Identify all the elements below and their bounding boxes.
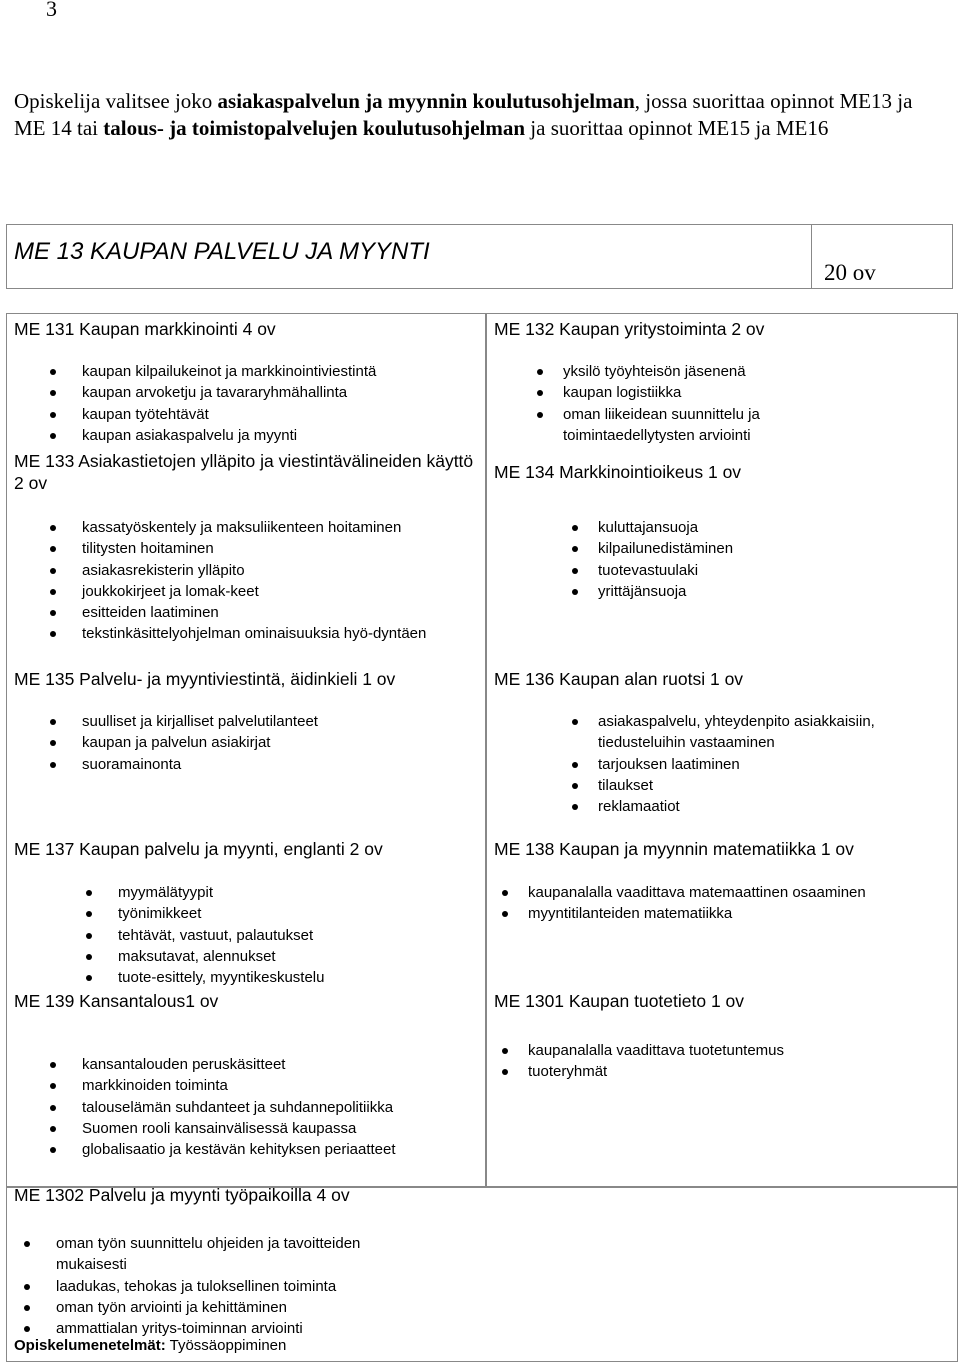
list-item-text: markkinoiden toiminta xyxy=(82,1077,228,1095)
list-item-text: suoramainonta xyxy=(82,755,182,773)
list-item xyxy=(50,361,470,382)
bullet-icon xyxy=(572,525,578,531)
me134-heading: ME 134 Markkinointioikeus 1 ov xyxy=(494,462,742,482)
bullet-icon xyxy=(50,546,56,552)
list-item-text: esitteiden laatiminen xyxy=(82,604,219,622)
list-item xyxy=(563,361,823,382)
list-item-text: tuotevastuulaki xyxy=(598,561,699,579)
list-item-text: tekstinkäsittelyohjelman ominaisuuksia hyö-dyntäen xyxy=(82,625,427,643)
me131-heading: ME 131 Kaupan markkinointi 4 ov xyxy=(14,319,276,339)
list-item-text: talouselämän suhdanteet ja suhdannepolitiikka xyxy=(82,1098,394,1116)
bullet-icon xyxy=(50,610,56,616)
list-item-text: kilpailunedistäminen xyxy=(598,540,734,558)
me132-list xyxy=(563,361,823,446)
bullet-icon xyxy=(86,954,92,960)
list-item-text: kuluttajansuoja xyxy=(598,519,699,536)
me1302-list xyxy=(24,1233,424,1339)
list-item xyxy=(86,882,466,903)
list-item-text: asiakaspalvelu, yhteydenpito asiakkaisiin, tiedusteluihin vastaaminen xyxy=(598,713,875,752)
bullet-icon xyxy=(86,911,92,917)
me134-list xyxy=(598,517,898,602)
list-item-text: yrittäjänsuoja xyxy=(598,582,687,600)
list-item xyxy=(528,882,948,903)
bullet-icon xyxy=(50,433,56,439)
me137-heading: ME 137 Kaupan palvelu ja myynti, englanti 2 ov xyxy=(14,839,383,859)
list-item-text: suulliset ja kirjalliset palvelutilanteet xyxy=(82,713,318,730)
bullet-icon xyxy=(50,740,56,746)
list-item xyxy=(50,1075,480,1096)
bullet-icon xyxy=(50,369,56,375)
list-item xyxy=(50,732,470,753)
list-item xyxy=(24,1233,424,1276)
list-item xyxy=(50,581,430,602)
list-item xyxy=(598,711,938,754)
bullet-icon xyxy=(50,1147,56,1153)
bullet-icon xyxy=(502,1048,508,1054)
bullet-icon xyxy=(86,890,92,896)
list-item-text: kaupan työtehtävät xyxy=(82,405,209,423)
list-item-text: ammattialan yritys-toiminnan arviointi xyxy=(56,1320,303,1338)
list-item xyxy=(50,404,470,425)
list-item-text: oman työn arviointi ja kehittäminen xyxy=(56,1298,287,1316)
bullet-icon xyxy=(24,1284,30,1290)
list-item-text: kaupan arvoketju ja tavararyhmähallinta xyxy=(82,384,348,402)
list-item xyxy=(50,1054,480,1075)
list-item-text: yksilö työyhteisön jäsenenä xyxy=(563,363,746,380)
list-item-text: kaupan ja palvelun asiakirjat xyxy=(82,734,271,752)
list-item xyxy=(24,1276,424,1297)
bullet-icon xyxy=(50,589,56,595)
list-item xyxy=(50,517,430,538)
list-item-text: kaupan logistiikka xyxy=(563,384,682,402)
list-item-text: maksutavat, alennukset xyxy=(118,947,276,965)
list-item xyxy=(50,425,470,446)
page-number: 3 xyxy=(46,0,57,21)
me138-heading: ME 138 Kaupan ja myynnin matematiikka 1 ov xyxy=(494,839,854,859)
list-item-text: kaupan kilpailukeinot ja markkinointiviestintä xyxy=(82,363,377,380)
bullet-icon xyxy=(572,762,578,768)
bullet-icon xyxy=(86,933,92,939)
list-item-text: kaupanalalla vaadittava matemaattinen osaaminen xyxy=(528,884,866,901)
me135-list xyxy=(50,711,470,775)
intro-text-3: ja suorittaa opinnot ME15 ja ME16 xyxy=(525,116,829,140)
bullet-icon xyxy=(50,525,56,531)
list-item-text: kaupanalalla vaadittava tuotetuntemus xyxy=(528,1042,785,1059)
me133-list xyxy=(50,517,430,645)
list-item-text: Suomen rooli kansainvälisessä kaupassa xyxy=(82,1119,357,1137)
list-item xyxy=(563,382,823,403)
bullet-icon xyxy=(537,412,543,418)
list-item xyxy=(598,538,898,559)
me136-list xyxy=(598,711,938,817)
list-item xyxy=(50,623,430,644)
bullet-icon xyxy=(572,783,578,789)
list-item xyxy=(86,946,466,967)
list-item xyxy=(24,1297,424,1318)
list-item xyxy=(50,711,470,732)
list-item xyxy=(50,754,470,775)
list-item xyxy=(50,560,430,581)
me1301-heading: ME 1301 Kaupan tuotetieto 1 ov xyxy=(494,991,745,1011)
list-item xyxy=(50,382,470,403)
list-item-text: myymälätyypit xyxy=(118,884,214,901)
list-item-text: oman työn suunnittelu ohjeiden ja tavoitteiden mukaisesti xyxy=(56,1235,361,1274)
bullet-icon xyxy=(24,1241,30,1247)
list-item xyxy=(528,903,948,924)
list-item xyxy=(598,754,938,775)
bullet-icon xyxy=(50,719,56,725)
list-item xyxy=(563,404,823,447)
module-title: ME 13 KAUPAN PALVELU JA MYYNTI xyxy=(14,238,430,265)
bullet-icon xyxy=(50,762,56,768)
bullet-icon xyxy=(572,719,578,725)
bullet-icon xyxy=(86,975,92,981)
me139-heading: ME 139 Kansantalous1 ov xyxy=(14,991,219,1011)
list-item xyxy=(598,796,938,817)
list-item xyxy=(598,560,898,581)
list-item-text: kaupan asiakaspalvelu ja myynti xyxy=(82,426,298,444)
intro-text-1: Opiskelija valitsee joko xyxy=(14,89,218,113)
intro-bold-1: asiakaspalvelun ja myynnin koulutusohjelman xyxy=(217,89,635,113)
list-item xyxy=(86,967,466,988)
list-item xyxy=(86,925,466,946)
list-item-text: myyntitilanteiden matematiikka xyxy=(528,905,733,923)
study-methods-value: Työssäoppiminen xyxy=(165,1337,287,1354)
study-methods xyxy=(14,1337,286,1354)
bullet-icon xyxy=(50,412,56,418)
list-item xyxy=(86,903,466,924)
list-item-text: laadukas, tehokas ja tuloksellinen toiminta xyxy=(56,1277,337,1295)
bullet-icon xyxy=(50,1105,56,1111)
me132-heading: ME 132 Kaupan yritystoiminta 2 ov xyxy=(494,319,765,339)
intro-bold-2: talous- ja toimistopalvelujen koulutusohjelman xyxy=(103,116,526,140)
bullet-icon xyxy=(24,1326,30,1332)
list-item xyxy=(528,1040,948,1061)
bullet-icon xyxy=(50,390,56,396)
list-item xyxy=(598,775,938,796)
bullet-icon xyxy=(50,1126,56,1132)
column-divider xyxy=(485,313,487,1186)
list-item xyxy=(50,1118,480,1139)
list-item-text: tuoteryhmät xyxy=(528,1063,608,1081)
me138-list xyxy=(528,882,948,925)
intro-paragraph xyxy=(14,88,944,142)
list-item-text: globalisaatio ja kestävän kehityksen periaatteet xyxy=(82,1141,396,1159)
list-item-text: asiakasrekisterin ylläpito xyxy=(82,561,245,579)
list-item-text: kansantalouden peruskäsitteet xyxy=(82,1056,286,1073)
me139-list xyxy=(50,1054,480,1160)
list-item-text: reklamaatiot xyxy=(598,798,680,816)
bullet-icon xyxy=(50,1083,56,1089)
list-item xyxy=(528,1061,948,1082)
me133-heading: ME 133 Asiakastietojen ylläpito ja viestintävälineiden käyttö 2 ov xyxy=(14,451,474,493)
bullet-icon xyxy=(572,589,578,595)
list-item-text: tilitysten hoitaminen xyxy=(82,540,214,558)
bullet-icon xyxy=(502,890,508,896)
study-methods-label: Opiskelumenetelmät: xyxy=(14,1337,166,1354)
list-item-text: tarjouksen laatiminen xyxy=(598,755,740,773)
list-item xyxy=(50,602,430,623)
list-item xyxy=(598,517,898,538)
bullet-icon xyxy=(24,1305,30,1311)
list-item-text: kassatyöskentely ja maksuliikenteen hoitaminen xyxy=(82,519,402,536)
list-item-text: tilaukset xyxy=(598,776,654,794)
me137-list xyxy=(86,882,466,988)
list-item-text: joukkokirjeet ja lomak-keet xyxy=(82,582,259,600)
me135-heading: ME 135 Palvelu- ja myyntiviestintä, äidinkieli 1 ov xyxy=(14,669,396,689)
bullet-icon xyxy=(50,568,56,574)
bullet-icon xyxy=(572,568,578,574)
me136-heading: ME 136 Kaupan alan ruotsi 1 ov xyxy=(494,669,744,689)
bullet-icon xyxy=(537,369,543,375)
intro-text-2: , jossa suorittaa opinnot ME13 ja ME 14 tai xyxy=(14,89,913,140)
list-item-text: tehtävät, vastuut, palautukset xyxy=(118,926,314,944)
list-item xyxy=(50,1139,480,1160)
list-item-text: tuote-esittely, myyntikeskustelu xyxy=(118,969,325,987)
me1301-list xyxy=(528,1040,948,1083)
module-credits: 20 ov xyxy=(824,260,876,285)
list-item xyxy=(50,538,430,559)
bullet-icon xyxy=(50,1062,56,1068)
me131-list xyxy=(50,361,470,446)
me1302-heading: ME 1302 Palvelu ja myynti työpaikoilla 4 ov xyxy=(14,1185,350,1205)
bullet-icon xyxy=(50,631,56,637)
list-item-text: oman liikeidean suunnittelu ja toimintaedellytysten arviointi xyxy=(563,405,760,444)
list-item xyxy=(598,581,898,602)
list-item-text: työnimikkeet xyxy=(118,905,202,923)
list-item xyxy=(50,1097,480,1118)
